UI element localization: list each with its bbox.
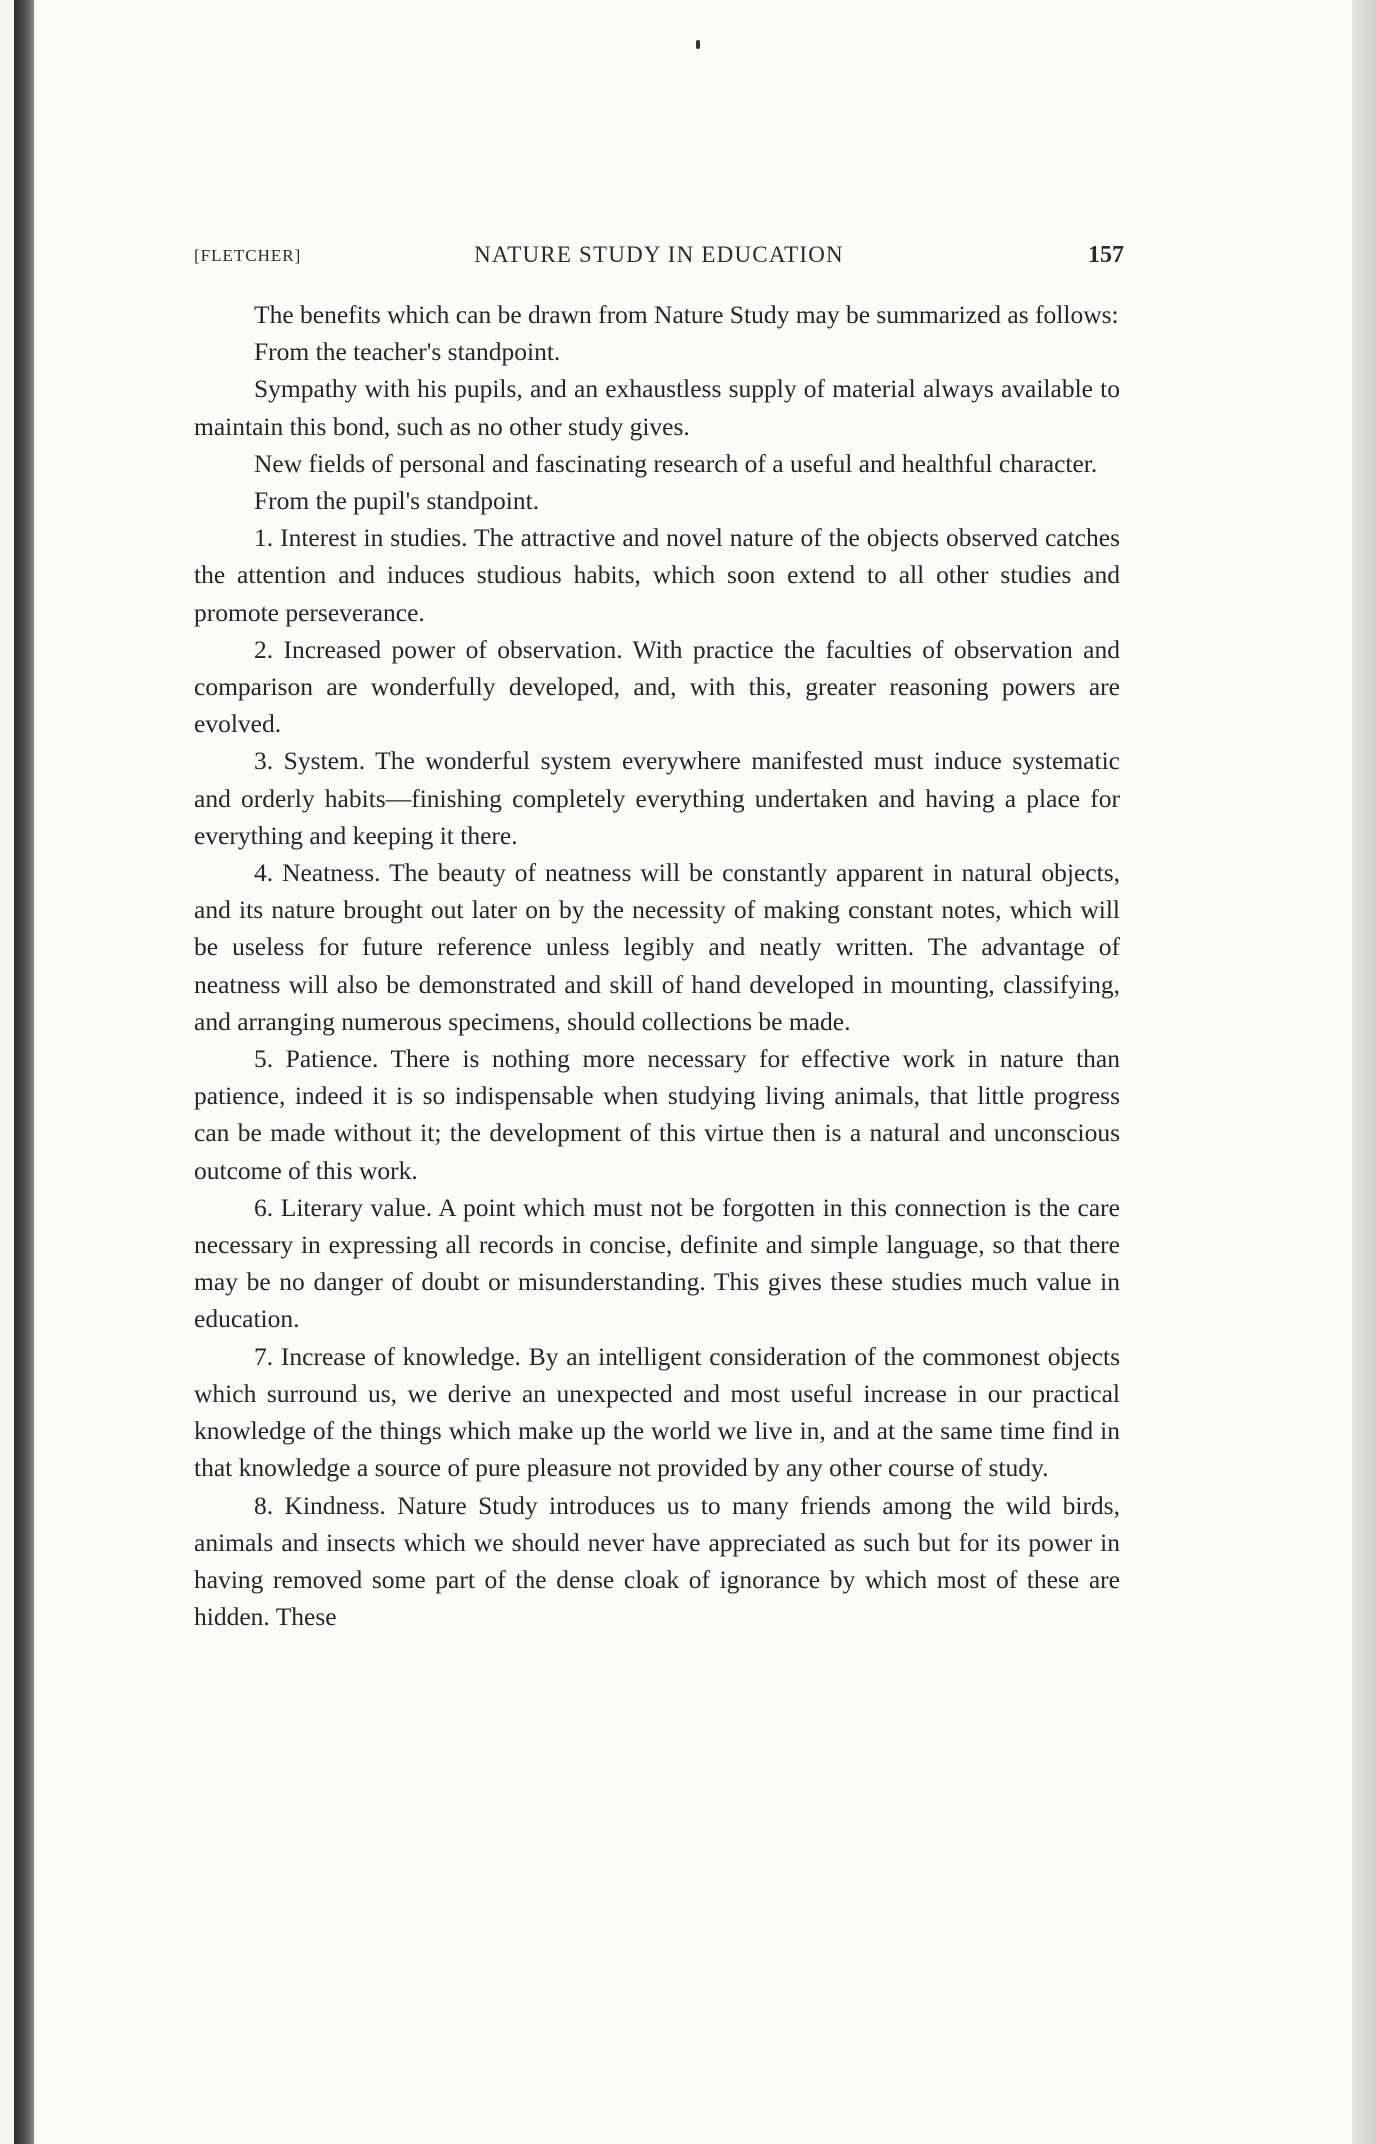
paragraph-item-2: 2. Increased power of observation. With practice the faculties of observation and comparison are wonderfully developed, and, with this, greater reasoning powers are evolved.	[194, 634, 1120, 739]
paragraph-item-6: 6. Literary value. A point which must not be forgotten in this connection is the care necessary in expressing all records in concise, definite and simple language, so that there may be no danger of doubt or misunderstanding. This gives these studies much value in education.	[194, 1192, 1120, 1334]
paragraph-item-7: 7. Increase of knowledge. By an intelligent consideration of the commonest objects which surround us, we derive an unexpected and most useful increase in our practical knowledge of the things which make up the world we live in, and at the same time find in that knowledge a source of pure pleasure not provided by any other course of study.	[194, 1341, 1120, 1483]
paragraph-item-1: 1. Interest in studies. The attractive and novel nature of the objects observed catches the attention and induces studious habits, which soon extend to all other studies and promote perseverance.	[194, 523, 1120, 627]
paragraph-teacher-heading: From the teacher's standpoint.	[254, 337, 561, 367]
paragraph-item-5: 5. Patience. There is nothing more necessary for effective work in nature than patience, indeed it is so indispensable when studying living animals, that little progress can be made without it; the development of this virtue then is a natural and unconscious outcome of this work.	[194, 1044, 1120, 1185]
body-text	[194, 296, 1120, 1635]
paragraph-new-fields: New fields of personal and fascinating research of a useful and healthful character.	[254, 448, 1098, 478]
paragraph-item-3: 3. System. The wonderful system everywhere manifested must induce systematic and orderly habits—finishing completely everything undertaken and having a place for everything and keeping it there.	[194, 746, 1120, 850]
paragraph-intro: The benefits which can be drawn from Nature Study may be summarized as follows:	[254, 300, 1119, 329]
book-spine-edge	[14, 0, 34, 2144]
running-title: NATURE STUDY IN EDUCATION	[474, 242, 844, 267]
paragraph-item-8: 8. Kindness. Nature Study introduces us to many friends among the wild birds, animals and insects which we should never have appreciated as such but for its power in having removed some part of the dense cloak of ignorance by which most of these are hidden. These	[194, 1490, 1120, 1632]
page-header	[194, 242, 1124, 272]
page-right-edge	[1352, 0, 1376, 2144]
page-number: 157	[1088, 242, 1124, 268]
paragraph-item-4: 4. Neatness. The beauty of neatness will be constantly apparent in natural objects, and its nature brought out later on by the necessity of making constant notes, which will be useless for future reference unless legibly and neatly written. The advantage of neatness will also be demonstrated and skill of hand developed in mounting, classifying, and arranging numerous specimens, should collections be made.	[194, 858, 1120, 1036]
author-tag: [FLETCHER]	[194, 246, 302, 265]
paragraph-sympathy: Sympathy with his pupils, and an exhaustless supply of material always available to maintain this bond, such as no other study gives.	[194, 374, 1120, 441]
ink-speck	[696, 40, 700, 49]
paragraph-pupil-heading: From the pupil's standpoint.	[254, 486, 540, 516]
